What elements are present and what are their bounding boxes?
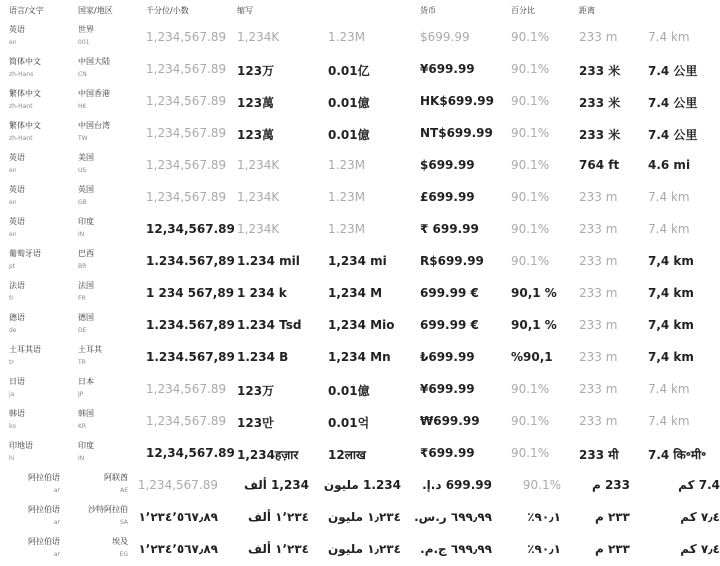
country-code: HK: [78, 103, 87, 110]
value-compact-m: 1,234 M: [328, 286, 383, 300]
country-name: 阿联酋: [104, 473, 128, 482]
value-distance-m: 233 m: [579, 350, 618, 364]
country-name: 英国: [78, 185, 94, 194]
value-percent: 90,1 %: [511, 286, 557, 300]
table-row: [0, 118, 720, 150]
value-distance-km: 7,4 km: [648, 254, 694, 268]
value-distance-km: 7.4 公里: [648, 64, 698, 78]
table-row: [0, 374, 720, 406]
value-distance-km: 7.4 公里: [648, 128, 698, 142]
value-distance-m: 233 م: [591, 478, 630, 492]
value-distance-m: 233 米: [579, 128, 621, 142]
country-name: 埃及: [112, 537, 128, 546]
value-percent: 90.1%: [511, 126, 550, 140]
language-name: 法语: [9, 281, 25, 290]
value-currency: 699.99 د.إ.: [422, 478, 492, 492]
value-currency: $699.99: [420, 158, 475, 172]
country-code: FR: [78, 295, 86, 302]
value-decimal: 1,234,567.89: [146, 190, 227, 204]
value-percent: 90,1 %: [511, 318, 557, 332]
value-distance-km: 7.4 km: [648, 30, 690, 44]
language-code: ar: [53, 487, 60, 494]
value-compact-m: 1,234 Mn: [328, 350, 391, 364]
value-distance-m: 233 m: [579, 222, 618, 236]
language-name: 日语: [9, 377, 25, 386]
value-decimal: 1,234,567.89: [146, 62, 227, 76]
country-name: 印度: [78, 441, 94, 450]
value-distance-m: 233 米: [579, 64, 621, 78]
value-compact-m: 0.01億: [328, 96, 370, 110]
country-code: JP: [78, 391, 84, 398]
country-code: KR: [78, 423, 87, 430]
value-decimal: 12,34,567.89: [146, 222, 235, 236]
country-code: IN: [78, 231, 85, 238]
value-compact-k: 1,234K: [237, 190, 280, 204]
value-compact-k: 123万: [237, 64, 275, 78]
value-percent: ٩٠٫١٪: [527, 542, 561, 556]
value-decimal: 12,34,567.89: [146, 446, 235, 460]
value-currency: ¥699.99: [420, 382, 475, 396]
country-code: IN: [78, 455, 85, 462]
value-percent: 90.1%: [511, 94, 550, 108]
country-name: 德国: [78, 313, 94, 322]
country-code: EG: [119, 551, 128, 558]
table-row: [0, 86, 720, 118]
value-distance-m: 233 मी: [579, 448, 619, 462]
country-name: 日本: [78, 377, 94, 386]
language-name: 英语: [9, 217, 25, 226]
language-name: 德语: [9, 313, 25, 322]
language-name: 简体中文: [9, 57, 41, 66]
value-distance-m: 233 m: [579, 254, 618, 268]
language-code: ar: [53, 551, 60, 558]
header-region: 国家/地区: [78, 6, 113, 15]
value-compact-k: 123万: [237, 384, 275, 398]
language-code: ar: [53, 519, 60, 526]
value-distance-m: 233 m: [579, 382, 618, 396]
language-name: 英语: [9, 185, 25, 194]
language-name: 阿拉伯语: [28, 505, 60, 514]
value-decimal: ١٬٢٣٤٬٥٦٧٫٨٩: [138, 510, 218, 524]
country-code: GB: [78, 199, 87, 206]
language-code: ja: [9, 391, 15, 398]
value-decimal: 1,234,567.89: [146, 30, 227, 44]
value-distance-m: 233 m: [579, 30, 618, 44]
value-compact-m: 1.23M: [328, 222, 366, 236]
header-percent: 百分比: [511, 6, 535, 15]
value-decimal: ١٬٢٣٤٬٥٦٧٫٨٩: [138, 542, 218, 556]
value-distance-km: 7.4 km: [648, 222, 690, 236]
country-name: 土耳其: [78, 345, 102, 354]
value-compact-m: 1.23M: [328, 30, 366, 44]
value-percent: 90.1%: [511, 414, 550, 428]
value-compact-k: 123萬: [237, 128, 275, 142]
table-row: [0, 214, 720, 246]
value-distance-m: 233 m: [579, 414, 618, 428]
country-code: SA: [119, 519, 128, 526]
value-percent: 90.1%: [511, 446, 550, 460]
language-code: zh-Hant: [9, 103, 33, 110]
table-row: [0, 182, 720, 214]
value-distance-m: 764 ft: [579, 158, 620, 172]
value-decimal: 1,234,567.89: [146, 382, 227, 396]
table-row: [0, 310, 720, 342]
value-currency: ₹699.99: [420, 446, 475, 460]
value-distance-km: 7,4 km: [648, 318, 694, 332]
value-compact-k: 123만: [237, 416, 274, 430]
value-distance-km: 7.4 公里: [648, 96, 698, 110]
value-currency: 699.99 €: [420, 318, 479, 332]
value-compact-m: 0.01亿: [328, 64, 370, 78]
country-code: BR: [78, 263, 87, 270]
value-distance-m: 233 m: [579, 318, 618, 332]
language-code: zh-Hant: [9, 135, 33, 142]
country-name: 巴西: [78, 249, 94, 258]
table-row: [0, 22, 720, 54]
country-code: 001: [78, 39, 90, 46]
language-code: en: [9, 231, 17, 238]
country-name: 美国: [78, 153, 94, 162]
value-compact-k: 1,234K: [237, 222, 280, 236]
value-decimal: 1,234,567.89: [146, 158, 227, 172]
country-name: 法国: [78, 281, 94, 290]
value-currency: HK$699.99: [420, 94, 494, 108]
value-distance-km: 7.4 km: [648, 190, 690, 204]
language-name: 阿拉伯语: [28, 537, 60, 546]
language-code: en: [9, 199, 17, 206]
value-percent: 90.1%: [511, 254, 550, 268]
table-row: [0, 438, 720, 470]
value-percent: 90.1%: [511, 382, 550, 396]
header-language: 语言/文字: [9, 6, 44, 15]
value-currency: NT$699.99: [420, 126, 493, 140]
value-decimal: 1 234 567,89: [146, 286, 235, 300]
value-currency: ₩699.99: [420, 414, 480, 428]
value-percent: 90.1%: [511, 190, 550, 204]
country-name: 中国香港: [78, 89, 110, 98]
value-percent: 90.1%: [511, 62, 550, 76]
value-compact-m: 0.01億: [328, 128, 370, 142]
language-code: hi: [9, 455, 15, 462]
language-name: 英语: [9, 25, 25, 34]
value-distance-m: 233 m: [579, 286, 618, 300]
language-code: ko: [9, 423, 16, 430]
header-decimal: 千分位/小数: [146, 6, 189, 15]
value-compact-k: 1,234हज़ार: [237, 448, 299, 462]
value-compact-m: 0.01億: [328, 384, 370, 398]
country-name: 世界: [78, 25, 94, 34]
country-name: 中国台湾: [78, 121, 110, 130]
language-name: 繁体中文: [9, 121, 41, 130]
language-code: en: [9, 167, 17, 174]
value-compact-k: 1.234 B: [237, 350, 289, 364]
value-currency: ₺699.99: [420, 350, 475, 364]
value-compact-m: 12लाख: [328, 448, 366, 462]
value-compact-k: ١٬٢٣٤ ألف: [248, 510, 309, 524]
value-distance-m: 233 m: [579, 190, 618, 204]
value-currency: ¥699.99: [420, 62, 475, 76]
value-compact-k: 123萬: [237, 96, 275, 110]
value-decimal: 1.234.567,89: [146, 254, 235, 268]
value-compact-k: 1.234 Tsd: [237, 318, 302, 332]
country-code: AE: [120, 487, 128, 494]
value-compact-m: 1.23M: [328, 158, 366, 172]
value-decimal: 1,234,567.89: [146, 94, 227, 108]
value-currency: £699.99: [420, 190, 475, 204]
value-compact-m: ١٫٢٣٤ مليون: [328, 542, 401, 556]
value-distance-m: ٢٣٣ م: [595, 510, 630, 524]
table-row: [0, 54, 720, 86]
value-compact-m: 1,234 mi: [328, 254, 387, 268]
value-percent: 90.1%: [511, 158, 550, 172]
value-decimal: 1.234.567,89: [146, 350, 235, 364]
value-distance-km: ٧٫٤ كم: [680, 510, 720, 524]
table-row: [0, 470, 720, 502]
table-row: [0, 342, 720, 374]
value-currency: ₹ 699.99: [420, 222, 479, 236]
value-currency: ٦٩٩٫٩٩ ج.م.: [420, 542, 492, 556]
value-compact-m: ١٫٢٣٤ مليون: [328, 510, 401, 524]
value-compact-k: 1,234K: [237, 158, 280, 172]
table-row: [0, 534, 720, 566]
value-distance-km: 4.6 mi: [648, 158, 691, 172]
value-decimal: 1,234,567.89: [146, 126, 227, 140]
value-compact-k: 1,234 ألف: [243, 478, 309, 492]
country-code: TW: [78, 135, 88, 142]
language-code: tr: [9, 359, 14, 366]
language-name: 阿拉伯语: [28, 473, 60, 482]
value-compact-m: 1.23M: [328, 190, 366, 204]
value-percent: 90.1%: [511, 222, 550, 236]
value-compact-k: 1.234 mil: [237, 254, 300, 268]
table-row: [0, 502, 720, 534]
value-distance-km: ٧٫٤ كم: [680, 542, 720, 556]
language-name: 韩语: [9, 409, 25, 418]
language-name: 繁体中文: [9, 89, 41, 98]
table-row: [0, 406, 720, 438]
country-code: TR: [78, 359, 86, 366]
language-name: 英语: [9, 153, 25, 162]
country-name: 韩国: [78, 409, 94, 418]
value-distance-km: 7,4 km: [648, 286, 694, 300]
value-distance-km: 7.4 कि॰मी॰: [648, 448, 707, 462]
value-currency: $699.99: [420, 30, 470, 44]
value-currency: R$699.99: [420, 254, 484, 268]
value-percent: ٩٠٫١٪: [527, 510, 561, 524]
language-name: 葡萄牙语: [9, 249, 41, 258]
value-percent: 90.1%: [511, 30, 550, 44]
language-code: fr: [9, 295, 14, 302]
value-distance-km: 7,4 km: [648, 350, 694, 364]
table-row: [0, 150, 720, 182]
header-currency: 货币: [420, 6, 436, 15]
language-code: en: [9, 39, 17, 46]
country-name: 印度: [78, 217, 94, 226]
value-distance-m: ٢٣٣ م: [595, 542, 630, 556]
value-compact-k: ١٬٢٣٤ ألف: [248, 542, 309, 556]
value-percent: 90.1%: [522, 478, 561, 492]
language-name: 土耳其语: [9, 345, 41, 354]
value-percent: %90,1: [511, 350, 553, 364]
country-name: 沙特阿拉伯: [88, 505, 128, 514]
table-row: [0, 246, 720, 278]
value-decimal: 1,234,567.89: [137, 478, 218, 492]
value-compact-k: 1 234 k: [237, 286, 287, 300]
value-decimal: 1,234,567.89: [146, 414, 227, 428]
value-distance-km: 7.4 km: [648, 414, 690, 428]
language-code: de: [9, 327, 17, 334]
value-distance-km: 7.4 km: [648, 382, 690, 396]
language-code: pt: [9, 263, 16, 270]
language-code: zh-Hans: [9, 71, 34, 78]
value-compact-k: 1,234K: [237, 30, 280, 44]
value-decimal: 1.234.567,89: [146, 318, 235, 332]
value-compact-m: 0.01억: [328, 416, 370, 430]
country-code: US: [78, 167, 87, 174]
value-distance-m: 233 米: [579, 96, 621, 110]
header-distance: 距离: [579, 6, 595, 15]
value-compact-m: 1,234 Mio: [328, 318, 395, 332]
country-code: CN: [78, 71, 87, 78]
country-code: DE: [78, 327, 87, 334]
value-currency: ٦٩٩٫٩٩ ر.س.: [414, 510, 492, 524]
value-currency: 699.99 €: [420, 286, 479, 300]
value-distance-km: 7.4 كم: [678, 478, 720, 492]
table-row: [0, 278, 720, 310]
header-compact: 缩写: [237, 6, 253, 15]
language-name: 印地语: [9, 441, 33, 450]
country-name: 中国大陆: [78, 57, 110, 66]
value-compact-m: 1.234 مليون: [323, 478, 401, 492]
